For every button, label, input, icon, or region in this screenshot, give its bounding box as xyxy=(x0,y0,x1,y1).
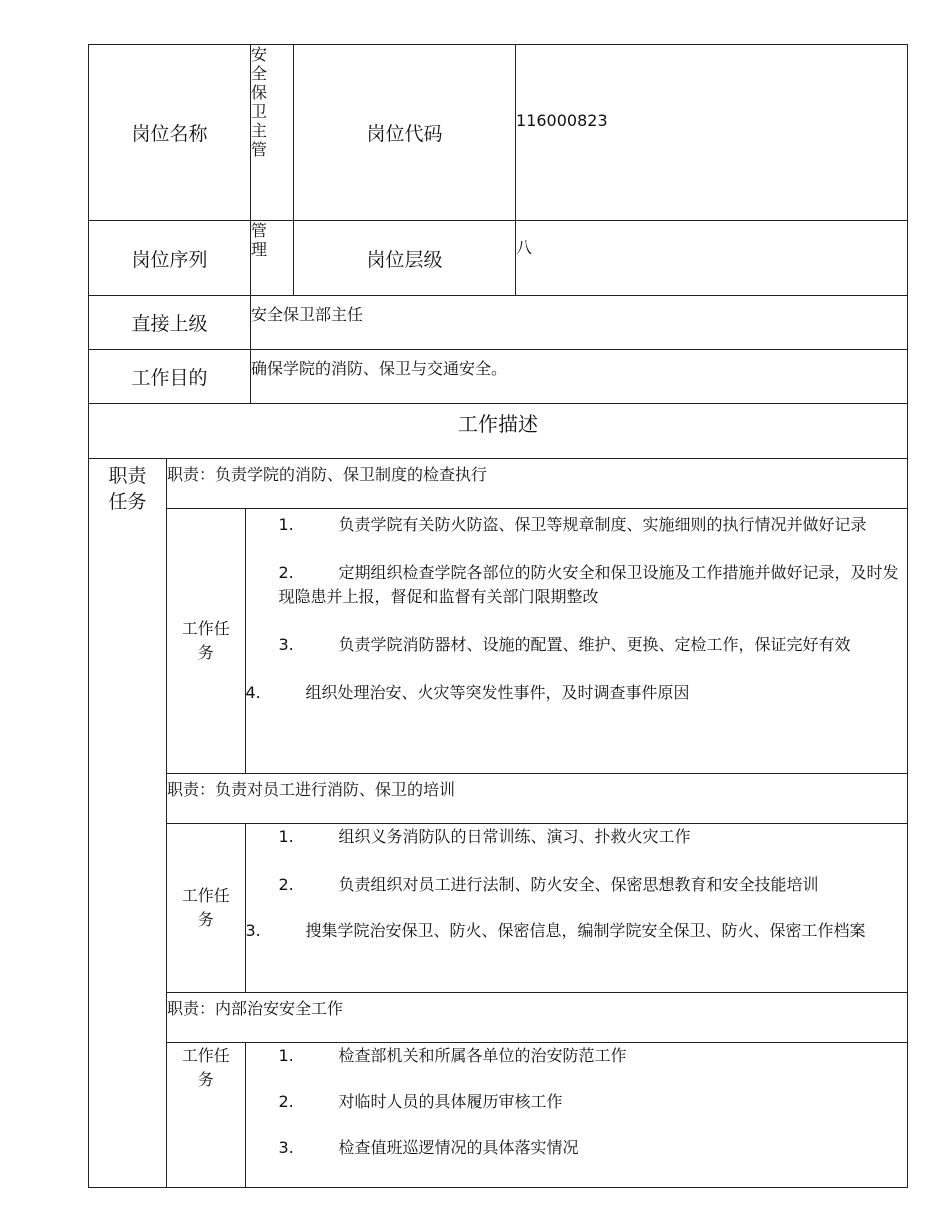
post-series-char: 管 xyxy=(251,221,268,240)
post-level-value: 八 xyxy=(516,221,908,296)
list-item xyxy=(246,633,908,657)
task-list xyxy=(245,1043,907,1187)
task-number: 3. xyxy=(278,635,294,654)
post-name-char: 主 xyxy=(251,121,268,140)
post-name-char: 安 xyxy=(251,45,268,64)
post-name-char: 保 xyxy=(251,83,268,102)
job-description-form xyxy=(88,44,907,1185)
list-item xyxy=(246,681,908,705)
duty-tasks-block xyxy=(167,824,908,993)
post-series-value xyxy=(251,221,294,296)
post-code-label: 岗位代码 xyxy=(294,45,516,221)
list-item xyxy=(246,1090,908,1114)
task-text: 检查值班巡逻情况的具体落实情况 xyxy=(338,1138,579,1157)
task-number: 1. xyxy=(278,827,294,846)
task-number: 1. xyxy=(278,1046,294,1065)
list-item xyxy=(246,825,908,849)
duty-tasks-block xyxy=(167,1043,908,1188)
task-label-text: 工作任务 xyxy=(181,1046,230,1089)
task-label xyxy=(167,509,245,773)
task-label xyxy=(167,824,245,992)
post-name-char: 卫 xyxy=(251,102,268,121)
duty-task-label xyxy=(89,459,167,1188)
task-number: 2. xyxy=(278,563,294,582)
task-text: 负责学院消防器材、设施的配置、维护、更换、定检工作，保证完好有效 xyxy=(338,635,851,654)
post-series-label: 岗位序列 xyxy=(89,221,251,296)
task-number: 1. xyxy=(278,515,294,534)
task-label-text: 工作任务 xyxy=(181,886,230,929)
task-list xyxy=(245,824,907,992)
post-code-value: 116000823 xyxy=(516,45,908,221)
post-name-value xyxy=(251,45,294,221)
superior-label: 直接上级 xyxy=(89,296,251,350)
duty-label-line: 任务 xyxy=(108,491,147,513)
purpose-label: 工作目的 xyxy=(89,350,251,404)
task-number: 3. xyxy=(245,921,261,940)
duty-title: 职责：负责学院的消防、保卫制度的检查执行 xyxy=(167,459,908,509)
list-item xyxy=(246,1044,908,1068)
list-item xyxy=(246,513,908,537)
task-number: 3. xyxy=(278,1138,294,1157)
list-item xyxy=(246,561,908,609)
duty-tasks-block xyxy=(167,509,908,774)
task-label xyxy=(167,1043,245,1187)
duty-title: 职责：内部治安安全工作 xyxy=(167,993,908,1043)
list-item xyxy=(246,919,908,943)
task-number: 2. xyxy=(278,875,294,894)
task-text: 负责学院有关防火防盗、保卫等规章制度、实施细则的执行情况并做好记录 xyxy=(338,515,867,534)
superior-value: 安全保卫部主任 xyxy=(251,296,908,350)
task-label-text: 工作任务 xyxy=(181,619,230,662)
task-text-body: 搜集学院治安保卫、防火、保密信息，编制学院安全保卫、防火、保密工作档案 xyxy=(305,921,866,940)
post-name-char: 管 xyxy=(251,140,268,159)
task-text xyxy=(246,919,866,943)
task-number: 4. xyxy=(245,683,261,702)
job-info-table xyxy=(88,44,908,1188)
list-item xyxy=(246,873,908,897)
task-text: 组织义务消防队的日常训练、演习、扑救火灾工作 xyxy=(338,827,691,846)
task-list xyxy=(245,509,907,773)
post-name-label: 岗位名称 xyxy=(89,45,251,221)
post-level-label: 岗位层级 xyxy=(294,221,516,296)
section-title: 工作描述 xyxy=(89,404,908,459)
task-text: 对临时人员的具体履历审核工作 xyxy=(338,1092,563,1111)
task-text: 检查部机关和所属各单位的治安防范工作 xyxy=(338,1046,627,1065)
task-number: 2. xyxy=(278,1092,294,1111)
duty-label-line: 职责 xyxy=(108,465,147,487)
task-text: 组织处理治安、火灾等突发性事件，及时调查事件原因 xyxy=(305,683,690,702)
task-text: 定期组织检查学院各部位的防火安全和保卫设施及工作措施并做好记录，及时发现隐患并上报，督促和监督有关部门限期整改 xyxy=(278,563,899,606)
post-series-char: 理 xyxy=(251,240,268,259)
post-name-char: 全 xyxy=(251,64,268,83)
list-item xyxy=(246,1136,908,1160)
duty-title: 职责：负责对员工进行消防、保卫的培训 xyxy=(167,774,908,824)
purpose-value: 确保学院的消防、保卫与交通安全。 xyxy=(251,350,908,404)
task-text: 负责组织对员工进行法制、防火安全、保密思想教育和安全技能培训 xyxy=(338,875,819,894)
